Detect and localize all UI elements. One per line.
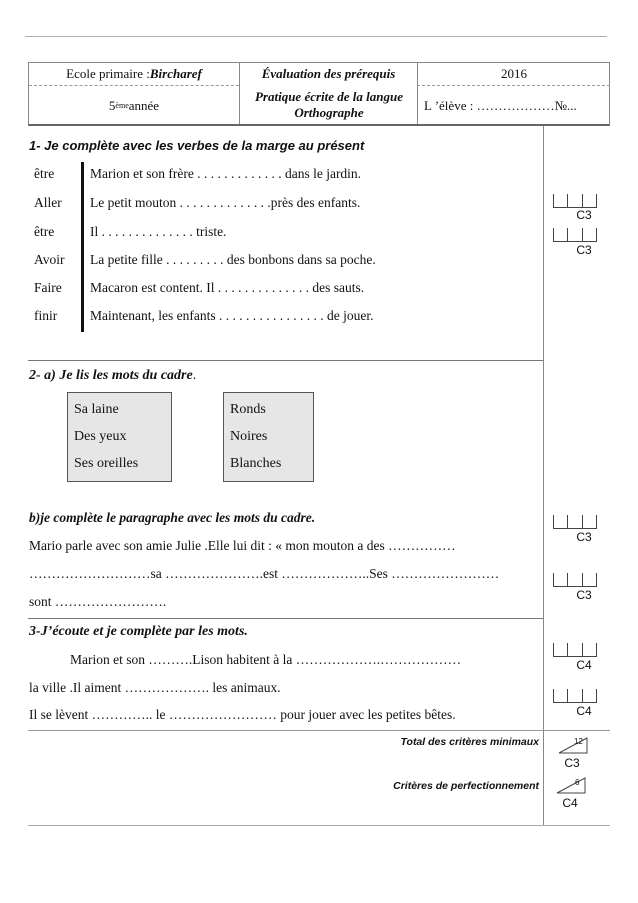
grade-cell	[29, 86, 239, 125]
listening-line-1[interactable]: Marion et son ……….Lison habitent à la ……………….………………	[70, 652, 462, 667]
eval-title: Évaluation des prérequis	[261, 66, 396, 81]
total-minimum-label: Total des critères minimaux	[400, 736, 539, 748]
score-box[interactable]	[553, 689, 597, 703]
verb-1: être	[34, 166, 55, 181]
exercise2-title-b: b)je complète le paragraphe avec les mots du cadre.	[29, 510, 316, 525]
exercise2-title-a	[29, 368, 196, 384]
word-box-2	[223, 392, 314, 482]
box1-word: Sa laine	[74, 402, 119, 417]
school-name: Bircharef	[149, 66, 202, 81]
verb-3: être	[34, 224, 55, 239]
perfection-criterion: C4	[562, 796, 578, 810]
listening-line-2[interactable]: la ville .Il aiment ………………. les animaux.	[29, 680, 281, 695]
sentence-2[interactable]: Le petit mouton . . . . . . . . . . . . . .près des enfants.	[90, 195, 361, 210]
box1-word: Des yeux	[74, 429, 127, 444]
exercise2a-text: 2- a) Je lis les mots du cadre	[29, 368, 193, 383]
criterion-label: C3	[576, 530, 592, 544]
score-box[interactable]	[553, 573, 597, 587]
total-minimum-criterion: C3	[564, 756, 580, 770]
score-column-divider	[543, 126, 544, 825]
criterion-label: C3	[576, 243, 592, 257]
section-divider	[28, 360, 543, 361]
perfection-label: Critères de perfectionnement	[393, 780, 539, 792]
top-rule	[25, 36, 607, 37]
header-table	[28, 62, 610, 126]
grade-num: 5	[108, 97, 116, 113]
score-box[interactable]	[553, 643, 597, 657]
exercise3-title: 3-J’écoute et je complète par les mots.	[29, 624, 248, 639]
score-fraction-icon	[558, 736, 588, 754]
grade-word: année	[128, 97, 160, 113]
criterion-label: C4	[576, 704, 592, 718]
bottom-rule	[28, 825, 610, 826]
section-divider	[28, 618, 543, 619]
paragraph-line-1[interactable]: Mario parle avec son amie Julie .Elle lui dit : « mon mouton a des ……………	[29, 538, 456, 553]
score-box[interactable]	[553, 194, 597, 208]
sentence-5[interactable]: Macaron est content. Il . . . . . . . . . . . . . . des sauts.	[90, 280, 365, 295]
verb-5: Faire	[34, 280, 62, 295]
perfection-box[interactable]	[556, 776, 586, 794]
perfection-value: 6	[575, 778, 580, 787]
total-minimum-value: 12	[574, 737, 583, 746]
grade-sup: ème	[115, 100, 129, 110]
box2-word: Blanches	[230, 456, 282, 471]
box2-word: Noires	[230, 429, 268, 444]
year: 2016	[501, 66, 527, 81]
verb-2: Aller	[34, 195, 62, 210]
margin-bar	[81, 162, 84, 332]
verb-6: finir	[34, 308, 58, 323]
school-cell	[29, 63, 239, 85]
box2-word: Ronds	[230, 402, 266, 417]
total-minimum-box[interactable]	[558, 736, 588, 754]
paragraph-line-3[interactable]: sont …………………….	[29, 594, 167, 609]
subject-title: Pratique écrite de la langue Orthographe	[254, 89, 404, 120]
paragraph-line-2[interactable]: ………………………sa ………………….est ………………..Ses ……………………	[29, 566, 500, 581]
sentence-3[interactable]: Il . . . . . . . . . . . . . . triste.	[90, 224, 227, 239]
word-box-1	[67, 392, 172, 482]
score-fraction-icon	[556, 776, 586, 794]
student-field[interactable]: L ’élève : ………………№...	[424, 97, 577, 113]
section-divider	[28, 730, 610, 731]
exercise1-title: 1- Je complète avec les verbes de la marge au présent	[29, 138, 365, 153]
criterion-label: C3	[576, 208, 592, 222]
verb-4: Avoir	[34, 252, 65, 267]
criterion-label: C3	[576, 588, 592, 602]
sentence-6[interactable]: Maintenant, les enfants . . . . . . . . . . . . . . . . de jouer.	[90, 308, 374, 323]
score-box[interactable]	[553, 515, 597, 529]
criterion-label: C4	[576, 658, 592, 672]
score-box[interactable]	[553, 228, 597, 242]
school-label: Ecole primaire :	[66, 66, 150, 81]
sentence-1[interactable]: Marion et son frère . . . . . . . . . . . . . dans le jardin.	[90, 166, 362, 181]
sentence-4[interactable]: La petite fille . . . . . . . . . des bonbons dans sa poche.	[90, 252, 376, 267]
listening-line-3[interactable]: Il se lèvent ………….. le …………………… pour jouer avec les petites bêtes.	[29, 707, 456, 722]
box1-word: Ses oreilles	[74, 456, 139, 471]
exercise2a-dot: .	[192, 368, 197, 383]
